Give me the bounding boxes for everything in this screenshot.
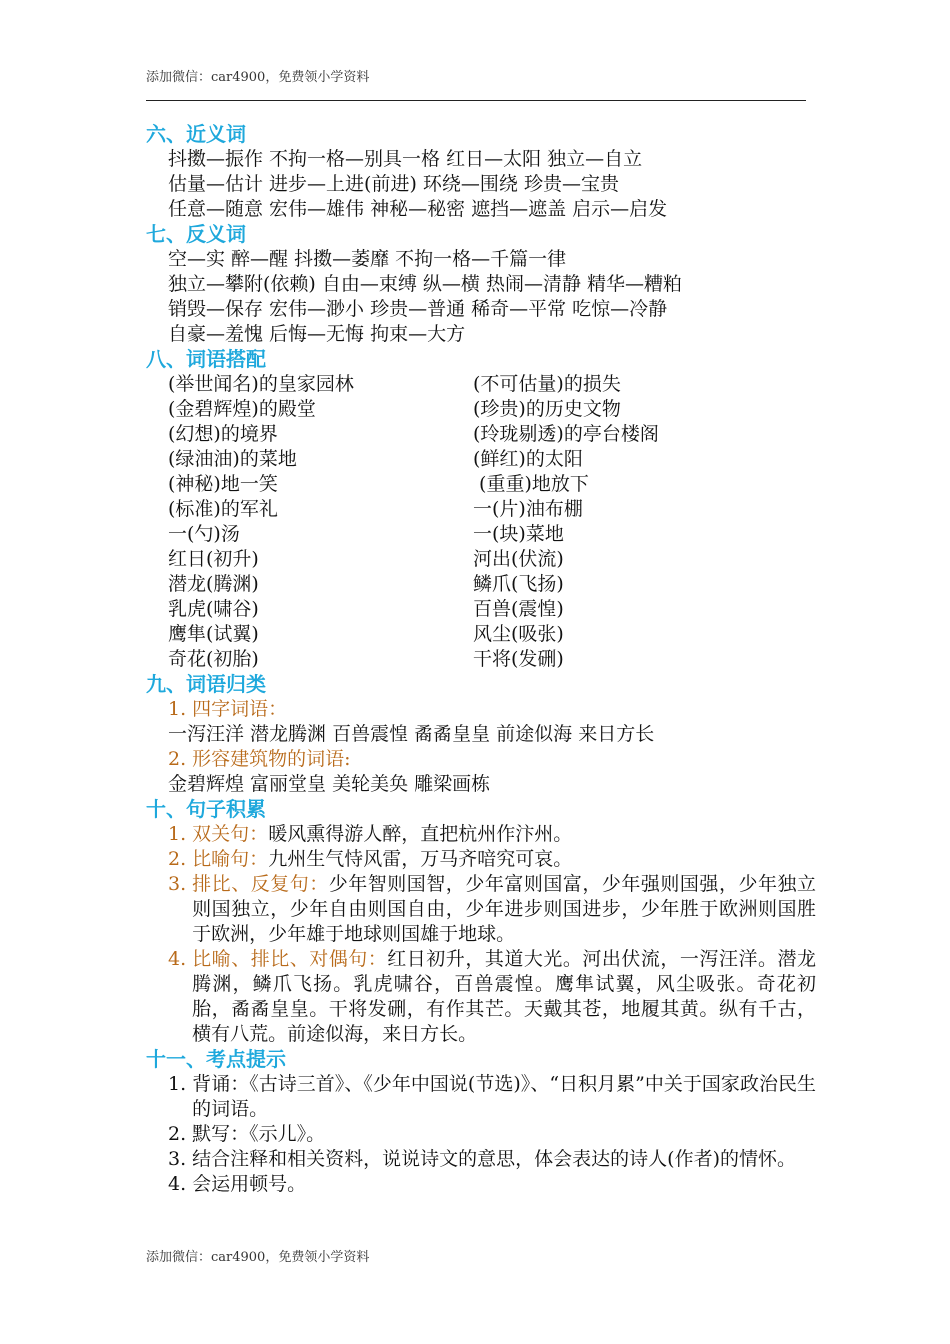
collocation-right: (不可估量)的损失 (473, 373, 621, 395)
collocation-right: 鳞爪(飞扬) (473, 573, 564, 595)
classification-sub2-text: 金碧辉煌 富丽堂皇 美轮美奂 雕梁画栋 (168, 773, 491, 795)
collocation-right: 风尘(吸张) (473, 623, 564, 645)
collocation-left: (标准)的军礼 (168, 498, 278, 520)
section-title-collocations: 八、词语搭配 (146, 347, 266, 371)
collocation-row (168, 422, 816, 447)
collocation-row (168, 447, 816, 472)
collocation-row (168, 397, 816, 422)
key-point-text: 背诵：《古诗三首》、《少年中国说(节选)》、“日积月累”中关于国家政治民生的词语。 (192, 1073, 816, 1120)
collocation-left: (举世闻名)的皇家园林 (168, 373, 354, 395)
collocation-row (168, 497, 816, 522)
collocation-row (168, 547, 816, 572)
key-point-number: 4. (168, 1173, 193, 1195)
sentence-type-label: 比喻、排比、对偶句： (192, 948, 388, 970)
key-point-number: 1. (168, 1073, 193, 1095)
collocation-right: (鲜红)的太阳 (473, 448, 583, 470)
collocation-left: 鹰隼(试翼) (168, 623, 259, 645)
collocation-row (168, 597, 816, 622)
collocation-left: 潜龙(腾渊) (168, 573, 259, 595)
sentence-text: 九州生气恃风雷，万马齐喑究可哀。 (268, 848, 573, 870)
collocation-right: (重重)地放下 (473, 473, 589, 495)
sentence-item (168, 872, 816, 947)
sentence-type-label: 比喻句： (192, 848, 269, 870)
collocation-right: 河出(伏流) (473, 548, 564, 570)
antonym-line: 销毁—保存 宏伟—渺小 珍贵—普通 稀奇—平常 吃惊—冷静 (168, 298, 668, 320)
header-divider (146, 100, 806, 101)
key-point-item (168, 1147, 816, 1172)
sentence-number: 1. (168, 823, 193, 845)
sentence-text: 少年智则国智，少年富则国富，少年强则国强，少年独立则国独立，少年自由则国自由，少年进步则国进步，少年胜于欧洲则国胜于欧洲，少年雄于地球则国雄于地球。 (192, 873, 816, 945)
collocation-left: (幻想)的境界 (168, 423, 278, 445)
collocation-row (168, 572, 816, 597)
sentence-number: 2. (168, 848, 193, 870)
collocation-right: 一(块)菜地 (473, 523, 564, 545)
key-point-text: 默写：《示儿》。 (192, 1123, 326, 1145)
synonym-line: 任意—随意 宏伟—雄伟 神秘—秘密 遮挡—遮盖 启示—启发 (168, 198, 668, 220)
synonym-line: 抖擞—振作 不拘一格—别具一格 红日—太阳 独立—自立 (168, 148, 643, 170)
classification-sub1-label: 1. 四字词语： (168, 698, 288, 720)
collocation-list (168, 372, 816, 672)
collocation-row (168, 372, 816, 397)
collocation-left: (神秘)地一笑 (168, 473, 278, 495)
collocation-row (168, 522, 816, 547)
section-title-synonyms: 六、近义词 (146, 122, 246, 146)
collocation-left: 奇花(初胎) (168, 648, 259, 670)
sentence-item (168, 947, 816, 1047)
key-point-text: 会运用顿号。 (192, 1173, 307, 1195)
key-point-item (168, 1122, 816, 1147)
antonym-line: 自豪—羞愧 后悔—无悔 拘束—大方 (168, 323, 466, 345)
key-point-text: 结合注释和相关资料，说说诗文的意思，体会表达的诗人(作者)的情怀。 (192, 1148, 796, 1170)
sentence-item (168, 847, 816, 872)
collocation-row (168, 472, 816, 497)
sentence-item (168, 822, 816, 847)
document-body (146, 122, 816, 1197)
collocation-row (168, 647, 816, 672)
collocation-right: 一(片)油布棚 (473, 498, 583, 520)
collocation-left: (金碧辉煌)的殿堂 (168, 398, 316, 420)
collocation-left: 一(勺)汤 (168, 523, 240, 545)
sentence-text: 红日初升，其道大光。河出伏流，一泻汪洋。潜龙腾渊，鳞爪飞扬。乳虎啸谷，百兽震惶。鹰隼试翼，风尘吸张。奇花初胎，矞矞皇皇。干将发硎，有作其芒。天戴其苍，地履其黄。纵有千古，横有八荒。前途似海，来日方长。 (192, 948, 816, 1045)
classification-sub1-text: 一泻汪洋 潜龙腾渊 百兽震惶 矞矞皇皇 前途似海 来日方长 (168, 723, 655, 745)
key-point-item (168, 1072, 816, 1122)
section-title-classification: 九、词语归类 (146, 672, 266, 696)
classification-sub2-label: 2. 形容建筑物的词语: (168, 748, 351, 770)
collocation-left: 乳虎(啸谷) (168, 598, 259, 620)
section-title-sentences: 十、句子积累 (146, 797, 266, 821)
sentence-number: 4. (168, 948, 193, 970)
antonym-line: 独立—攀附(依赖) 自由—束缚 纵—横 热闹—清静 精华—糟粕 (168, 273, 682, 295)
section-title-antonyms: 七、反义词 (146, 222, 246, 246)
sentence-number: 3. (168, 873, 193, 895)
collocation-right: (玲珑剔透)的亭台楼阁 (473, 423, 659, 445)
collocation-left: (绿油油)的菜地 (168, 448, 297, 470)
header-note: 添加微信：car4900，免费领小学资料 (146, 70, 370, 85)
sentence-text: 暖风熏得游人醉，直把杭州作汴州。 (268, 823, 573, 845)
collocation-right: (珍贵)的历史文物 (473, 398, 621, 420)
footer-note: 添加微信：car4900，免费领小学资料 (146, 1250, 370, 1265)
key-point-number: 3. (168, 1148, 193, 1170)
collocation-right: 干将(发硎) (473, 648, 564, 670)
key-point-item (168, 1172, 816, 1197)
section-title-key-points: 十一、考点提示 (146, 1047, 286, 1071)
synonym-line: 估量—估计 进步—上进(前进) 环绕—围绕 珍贵—宝贵 (168, 173, 619, 195)
antonym-line: 空—实 醉—醒 抖擞—萎靡 不拘一格—千篇一律 (168, 248, 567, 270)
collocation-left: 红日(初升) (168, 548, 259, 570)
key-point-number: 2. (168, 1123, 193, 1145)
sentence-type-label: 双关句： (192, 823, 269, 845)
sentence-type-label: 排比、反复句： (192, 873, 329, 895)
collocation-right: 百兽(震惶) (473, 598, 564, 620)
collocation-row (168, 622, 816, 647)
